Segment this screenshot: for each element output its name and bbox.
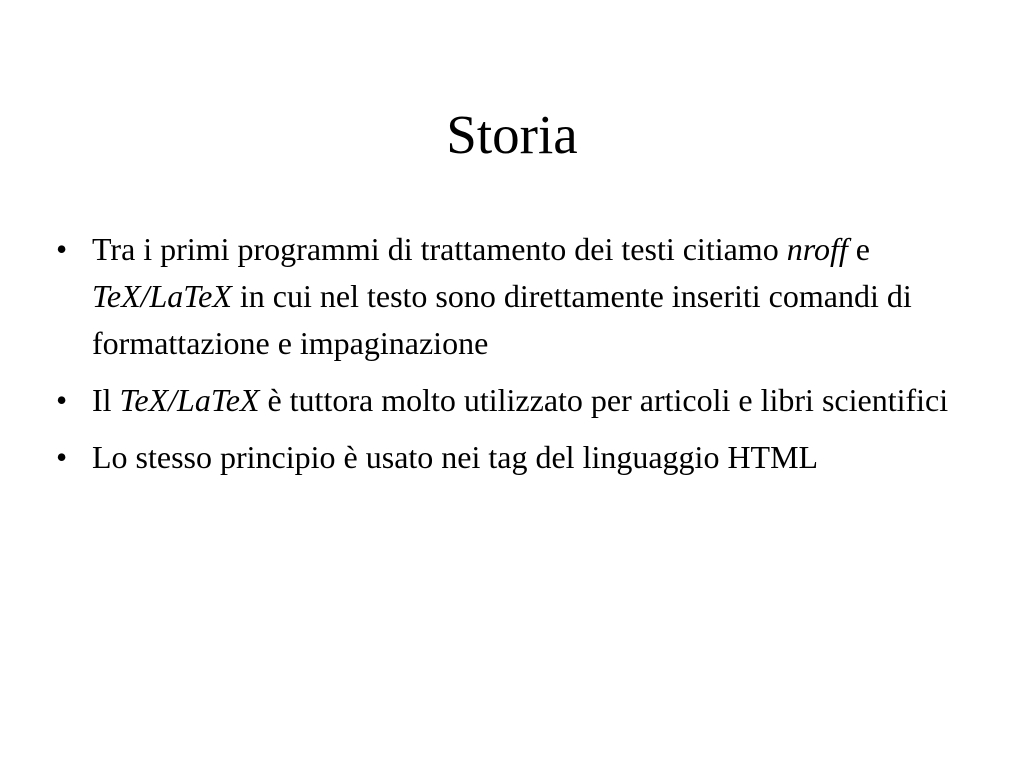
bullet-2-tex: TeX/LaTeX (119, 382, 260, 418)
bullet-1-text-a: Tra i primi programmi di trattamento dei testi citiamo (92, 231, 787, 267)
bullet-2-text-a: Il (92, 382, 120, 418)
bullet-3-text: Lo stesso principio è usato nei tag del linguaggio HTML (92, 439, 819, 475)
bullet-1-text-c: in cui nel testo sono direttamente inseriti comandi di formattazione e impaginazione (92, 278, 912, 361)
bullet-dot-icon: • (56, 231, 68, 267)
bullet-list (56, 226, 956, 491)
bullet-2-text-b: è tuttora molto utilizzato per articoli e libri scientifici (259, 382, 949, 418)
bullet-item-2 (56, 377, 956, 424)
bullet-item-1 (56, 226, 956, 367)
bullet-dot-icon: • (56, 382, 68, 418)
bullet-item-3 (56, 434, 956, 481)
slide-title: Storia (446, 104, 578, 165)
bullet-1-nroff: nroff (786, 231, 848, 267)
bullet-1-tex: TeX/LaTeX (92, 278, 232, 314)
bullet-dot-icon: • (56, 439, 68, 475)
bullet-1-text-b: e (847, 231, 870, 267)
